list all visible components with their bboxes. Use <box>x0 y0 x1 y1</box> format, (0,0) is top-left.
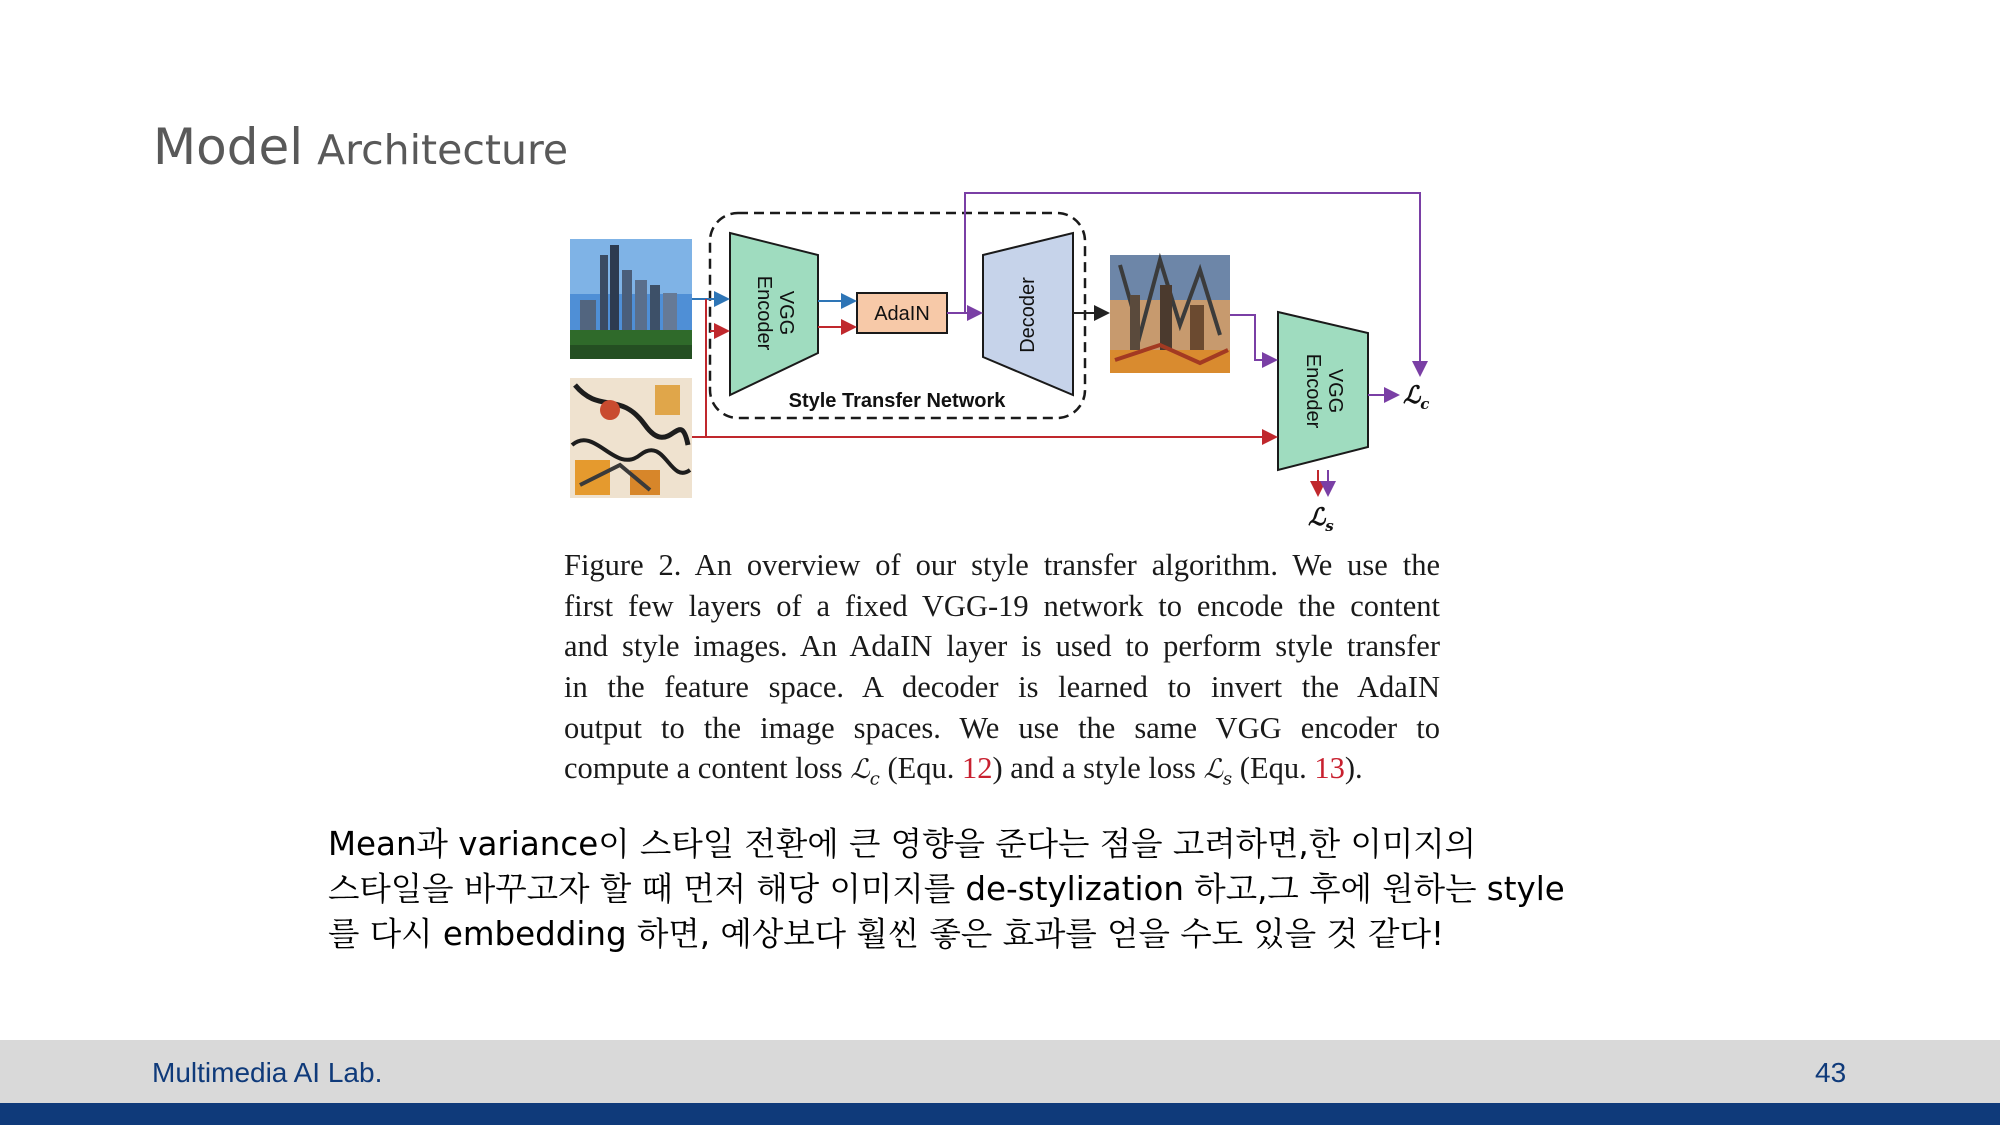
caption-line-last: compute a content loss ℒ$_c$ (Equ. 12) and a style loss ℒ$_s$ (Equ. 13). <box>564 751 1363 790</box>
equation-ref-13[interactable]: 13 <box>1314 751 1345 786</box>
caption-line: in the feature space. A decoder is learned to invert the AdaIN <box>564 670 1440 705</box>
figure-caption <box>564 545 1440 789</box>
slide-title-sub: Architecture <box>317 126 569 174</box>
korean-note <box>328 822 1768 957</box>
footer-band <box>0 1103 2000 1125</box>
caption-line: output to the image spaces. We use the same VGG encoder to <box>564 710 1440 745</box>
output-to-encoder-arrow <box>1230 315 1276 360</box>
svg-text:VGG: VGG <box>775 290 797 336</box>
content-loss-symbol: ℒ$_c$ <box>850 754 880 790</box>
adain-label: AdaIN <box>874 303 930 325</box>
slide-title-main: Model <box>153 118 304 176</box>
caption-line: Figure 2. An overview of our style transfer algorithm. We use the <box>564 548 1440 582</box>
output-image <box>1110 255 1230 373</box>
network-label: Style Transfer Network <box>788 390 1006 412</box>
footer-lab-name: Multimedia AI Lab. <box>152 1057 383 1088</box>
loss-style-label: ℒ$_s$ <box>1308 502 1334 535</box>
style-image <box>570 378 692 498</box>
decoder-label <box>1017 277 1039 353</box>
svg-text:Encoder: Encoder <box>753 275 775 351</box>
note-line: Mean과 variance이 스타일 전환에 큰 영향을 준다는 점을 고려하면,한 이미지의 <box>328 825 1477 863</box>
architecture-diagram <box>560 185 1460 540</box>
caption-line: first few layers of a fixed VGG-19 network to encode the content <box>564 588 1440 623</box>
page-number: 43 <box>1815 1057 1847 1088</box>
note-line: 스타일을 바꾸고자 할 때 먼저 해당 이미지를 de-stylization 하고,그 후에 원하는 style <box>328 870 1565 908</box>
svg-text:Encoder: Encoder <box>1302 353 1324 429</box>
svg-text:Decoder: Decoder <box>1017 277 1039 353</box>
content-image <box>570 239 692 359</box>
style-loss-symbol: ℒ$_s$ <box>1203 754 1233 790</box>
slide-title <box>153 118 568 176</box>
note-line: 를 다시 embedding 하면, 예상보다 훨씬 좋은 효과를 얻을 수도 있을 것 같다! <box>328 915 1445 953</box>
equation-ref-12[interactable]: 12 <box>962 751 993 786</box>
loss-content-label: ℒ$_c$ <box>1403 380 1430 413</box>
svg-text:VGG: VGG <box>1324 368 1346 414</box>
caption-line: and style images. An AdaIN layer is used to perform style transfer <box>564 629 1440 664</box>
